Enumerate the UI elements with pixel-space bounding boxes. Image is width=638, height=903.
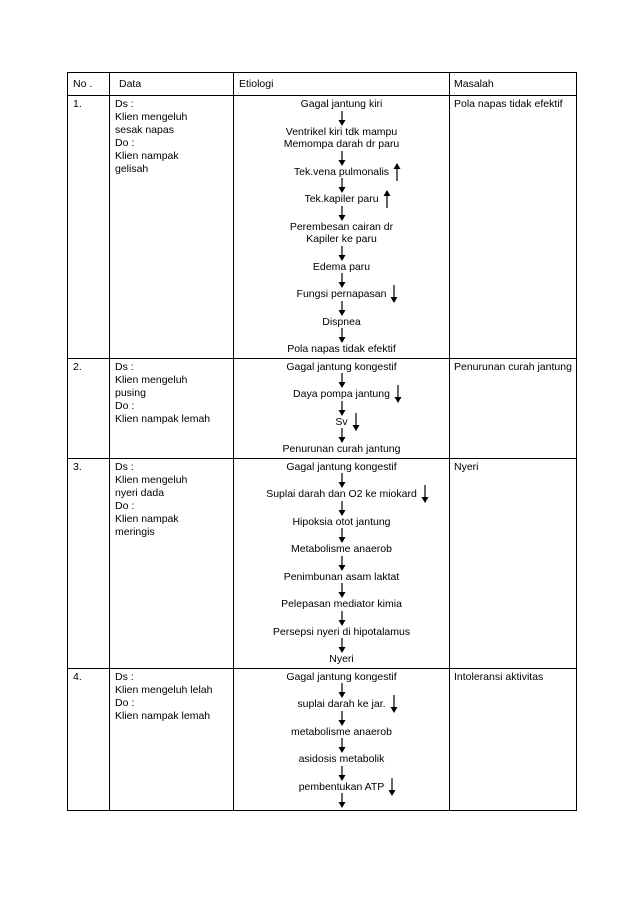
flow-step: [299, 781, 385, 794]
data-cell: [110, 458, 234, 668]
flow-arrow: [337, 151, 347, 166]
etiologi-cell: [234, 358, 450, 458]
flow-step-text: Tek.kapiler paru: [304, 193, 379, 205]
nursing-diagnosis-table: [67, 72, 577, 811]
flow-arrow: [337, 301, 347, 316]
flow-arrow: [337, 711, 347, 726]
flow-step: [335, 416, 347, 429]
flow-arrow: [337, 273, 347, 288]
flow-step-text: Fungsi pernapasan: [296, 288, 387, 300]
decrease-arrow-icon: [394, 385, 402, 403]
flow-arrow: [337, 683, 347, 698]
flow-step-text: Penimbunan asam laktat: [283, 570, 400, 583]
flow-step: [291, 726, 392, 739]
data-line: Ds :: [115, 98, 134, 110]
flow-step-text: Sv: [335, 415, 348, 428]
flow-step: [291, 543, 392, 556]
flow-step-text: Daya pompa jantung: [293, 388, 390, 400]
data-cell: [110, 96, 234, 359]
flow-arrow: [337, 111, 347, 126]
flow-step: [292, 516, 390, 529]
data-line: Do :: [115, 499, 135, 512]
data-line: Do :: [115, 399, 135, 412]
row-number: 2.: [68, 358, 110, 458]
data-line: pusing: [115, 386, 146, 399]
etiologi-cell: [234, 458, 450, 668]
decrease-arrow-icon: [390, 285, 398, 303]
flow-step-text: suplai darah ke jar.: [297, 698, 386, 710]
data-line: Ds :: [115, 460, 134, 473]
flow-step-text: Metabolisme anaerob: [291, 543, 392, 555]
data-line: Ds :: [115, 360, 134, 373]
flow-step-text: Gagal jantung kongestif: [286, 460, 397, 473]
table-row: [68, 358, 577, 458]
table-header-row: [68, 73, 577, 96]
flow-step-text: Gagal jantung kiri: [300, 98, 383, 110]
table-row: [68, 458, 577, 668]
flow-step: [301, 98, 383, 111]
flow-arrow: [337, 638, 347, 653]
masalah-cell: Intoleransi aktivitas: [450, 668, 577, 811]
flow-step: [286, 671, 396, 684]
flow-step-text: metabolisme anaerob: [291, 725, 392, 738]
flow-arrow: [337, 328, 347, 343]
flow-step-text: asidosis metabolik: [298, 753, 385, 765]
flow-step: [299, 753, 385, 766]
flow-step: [286, 461, 396, 474]
row-number: 4.: [68, 668, 110, 811]
decrease-arrow-icon: [352, 413, 360, 431]
flow-arrow: [337, 738, 347, 753]
data-line: Klien nampak lemah: [115, 412, 211, 425]
flow-step-text: Ventrikel kiri tdk mampu Memompa darah dr paru: [283, 125, 400, 150]
data-line: gelisah: [115, 163, 149, 175]
data-cell: [110, 668, 234, 811]
flow-step-text: Dispnea: [322, 315, 361, 328]
flow-step-text: Pola napas tidak efektif: [287, 343, 396, 355]
flow-arrow: [337, 246, 347, 261]
data-line: sesak napas: [115, 124, 174, 136]
flow-arrow: [337, 611, 347, 626]
flow-arrow: [337, 178, 347, 193]
flow-step: [304, 193, 378, 206]
flow-arrow: [337, 793, 347, 808]
flow-arrow: [337, 556, 347, 571]
flow-step-text: Persepsi nyeri di hipotalamus: [272, 625, 411, 638]
flow-step: [322, 316, 361, 329]
etiologi-flowchart: [234, 461, 449, 666]
flow-step: [290, 221, 393, 246]
header-masalah: Masalah: [450, 73, 577, 96]
decrease-arrow-icon: [388, 778, 396, 796]
flow-step-text: Nyeri: [329, 653, 354, 665]
decrease-arrow-icon: [421, 485, 429, 503]
masalah-cell: Penurunan curah jantung: [450, 358, 577, 458]
row-number: 1.: [68, 96, 110, 359]
decrease-arrow-icon: [390, 695, 398, 713]
data-line: Klien mengeluh: [115, 111, 188, 123]
masalah-cell: Nyeri: [450, 458, 577, 668]
flow-arrow: [337, 428, 347, 443]
header-no: No .: [68, 73, 110, 96]
data-line: Ds :: [115, 670, 134, 683]
flow-step: [329, 653, 354, 666]
table-row: [68, 96, 577, 359]
flow-step: [284, 126, 400, 151]
data-line: Do :: [115, 137, 135, 149]
flow-arrow: [337, 473, 347, 488]
flow-step: [286, 361, 396, 374]
flow-step: [284, 571, 400, 584]
etiologi-flowchart: [234, 671, 449, 809]
data-line: Klien mengeluh: [115, 373, 188, 386]
flow-step-text: Pelepasan mediator kimia: [281, 598, 402, 610]
etiologi-cell: [234, 96, 450, 359]
flow-step: [287, 343, 396, 356]
masalah-cell: Pola napas tidak efektif: [450, 96, 577, 359]
table-row: [68, 668, 577, 811]
flow-step-text: Edema paru: [312, 260, 371, 273]
increase-arrow-icon: [383, 190, 391, 208]
flow-step-text: Perembesan cairan dr Kapiler ke paru: [289, 220, 394, 245]
etiologi-flowchart: [234, 361, 449, 456]
flow-step: [283, 443, 401, 456]
data-line: Klien nampak lemah: [115, 709, 211, 722]
flow-step-text: Tek.vena pulmonalis: [293, 165, 390, 178]
flow-step: [297, 698, 385, 711]
flow-step: [266, 488, 417, 501]
data-line: Klien nampak: [115, 512, 179, 525]
flow-step-text: Gagal jantung kongestif: [286, 360, 397, 373]
row-number: 3.: [68, 458, 110, 668]
flow-step-text: Suplai darah dan O2 ke miokard: [266, 488, 417, 500]
data-line: nyeri dada: [115, 486, 165, 499]
flow-arrow: [337, 401, 347, 416]
flow-step-text: Hipoksia otot jantung: [292, 515, 391, 528]
flow-step: [281, 598, 402, 611]
header-data: Data: [110, 73, 234, 96]
flow-step-text: Penurunan curah jantung: [282, 443, 401, 455]
data-line: Klien mengeluh lelah: [115, 683, 213, 696]
flow-arrow: [337, 206, 347, 221]
flow-arrow: [337, 501, 347, 516]
flow-step: [273, 626, 410, 639]
data-line: Klien nampak: [115, 150, 179, 162]
data-line: Do :: [115, 696, 135, 709]
flow-step: [294, 166, 389, 179]
flow-arrow: [337, 528, 347, 543]
flow-step: [293, 388, 390, 401]
flow-arrow: [337, 766, 347, 781]
flow-step: [297, 288, 387, 301]
flow-step-text: pembentukan ATP: [298, 780, 385, 793]
etiologi-cell: [234, 668, 450, 811]
header-etiologi: Etiologi: [234, 73, 450, 96]
data-line: meringis: [115, 525, 155, 538]
flow-step-text: Gagal jantung kongestif: [286, 670, 397, 683]
data-line: Klien mengeluh: [115, 473, 188, 486]
data-cell: [110, 358, 234, 458]
flow-arrow: [337, 583, 347, 598]
flow-step: [313, 261, 370, 274]
flow-arrow: [337, 373, 347, 388]
etiologi-flowchart: [234, 98, 449, 356]
increase-arrow-icon: [393, 163, 401, 181]
